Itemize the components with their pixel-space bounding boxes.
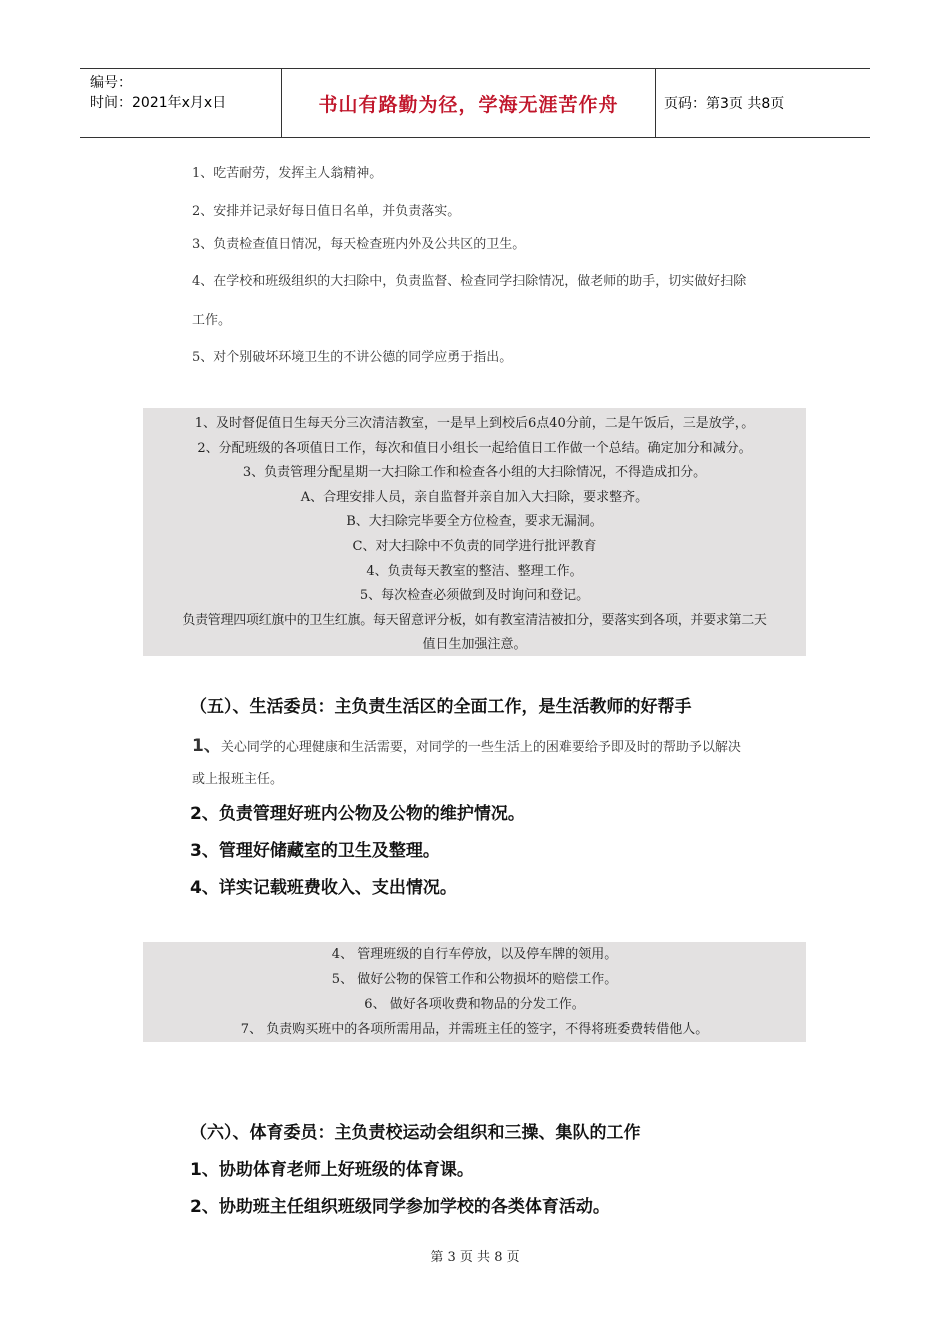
box-line: 5、每次检查必须做到及时询问和登记。 xyxy=(359,588,590,604)
number-label: 编号： xyxy=(90,75,132,91)
life-item: 4、详实记载班费收入、支出情况。 xyxy=(190,878,457,898)
life-item-1 xyxy=(192,731,741,756)
box-line: 4、负责每天教室的整洁、整理工作。 xyxy=(366,563,583,579)
life-item-1-continued: 或上报班主任。 xyxy=(192,772,284,787)
box-line: B、大扫除完毕要全方位检查，要求无漏洞。 xyxy=(346,514,603,530)
header-page-label: 页码：第3页 共8页 xyxy=(664,96,785,112)
duty-item: 3、负责检查值日情况，每天检查班内外及公共区的卫生。 xyxy=(192,237,526,252)
duty-item: 5、对个别破坏环境卫生的不讲公德的同学应勇于指出。 xyxy=(192,350,513,365)
duty-item: 1、吃苦耐劳，发挥主人翁精神。 xyxy=(192,166,383,181)
box-line: 5、 做好公物的保管工作和公物损坏的赔偿工作。 xyxy=(331,972,618,987)
section-title-sports-committee: （六）、体育委员：主负责校运动会组织和三操、集队的工作 xyxy=(190,1123,641,1143)
duty-item: 2、安排并记录好每日值日名单，并负责落实。 xyxy=(192,204,461,219)
section-title-life-committee: （五）、生活委员：主负责生活区的全面工作，是生活教师的好帮手 xyxy=(190,697,692,717)
duty-item-continued: 工作。 xyxy=(192,313,232,328)
box-line: C、对大扫除中不负责的同学进行批评教育 xyxy=(352,538,597,554)
box-line: 2、分配班级的各项值日工作，每次和值日小组长一起给值日工作做一个总结。确定加分和减分。 xyxy=(197,440,752,456)
header-meta xyxy=(90,73,226,113)
life-item: 3、管理好储藏室的卫生及整理。 xyxy=(190,841,440,861)
header-motto: 书山有路勤为径，学海无涯苦作舟 xyxy=(318,93,619,116)
life-item: 2、负责管理好班内公物及公物的维护情况。 xyxy=(190,804,525,824)
document-header xyxy=(80,68,870,138)
box-line: 7、 负责购买班中的各项所需用品，并需班主任的签字，不得将班委费转借他人。 xyxy=(240,1022,709,1037)
duty-item: 4、在学校和班级组织的大扫除中，负责监督、检查同学扫除情况，做老师的助手，切实做好扫除 xyxy=(192,274,747,289)
life-duty-box xyxy=(143,942,806,1042)
item-number: 1、 xyxy=(192,736,221,756)
box-line: 6、 做好各项收费和物品的分发工作。 xyxy=(364,997,585,1012)
hygiene-duty-box xyxy=(143,408,806,656)
header-divider xyxy=(655,69,656,137)
box-line: 值日生加强注意。 xyxy=(422,637,527,653)
item-text: 关心同学的心理健康和生活需要，对同学的一些生活上的困难要给予即及时的帮助予以解决 xyxy=(220,740,741,755)
box-line: 3、负责管理分配星期一大扫除工作和检查各小组的大扫除情况，不得造成扣分。 xyxy=(242,465,707,481)
page-footer: 第 3 页 共 8 页 xyxy=(430,1250,520,1265)
box-line: 1、及时督促值日生每天分三次清洁教室，一是早上到校后6点40分前，二是午饭后，三是放学，。 xyxy=(194,416,755,431)
box-line: 负责管理四项红旗中的卫生红旗。每天留意评分板，如有教室清洁被扣分，要落实到各项，并要求第二天 xyxy=(182,612,767,628)
time-label: 时间：2021年x月x日 xyxy=(90,95,227,111)
sports-item: 2、协助班主任组织班级同学参加学校的各类体育活动。 xyxy=(190,1197,610,1217)
box-line: 4、 管理班级的自行车停放，以及停车牌的领用。 xyxy=(331,947,618,962)
box-line: A、合理安排人员，亲自监督并亲自加入大扫除，要求整齐。 xyxy=(300,489,649,505)
sports-item: 1、协助体育老师上好班级的体育课。 xyxy=(190,1160,474,1180)
